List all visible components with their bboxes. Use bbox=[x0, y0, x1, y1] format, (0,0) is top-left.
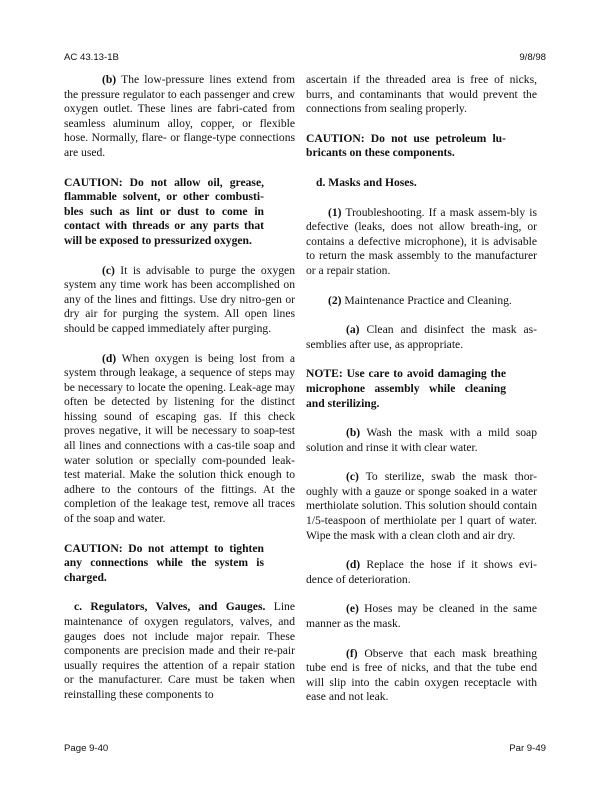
paragraph-e-clean-hoses bbox=[306, 602, 537, 631]
paragraph-label: (c) bbox=[346, 470, 359, 484]
paragraph-c-purge bbox=[64, 264, 295, 337]
paragraph-label: (c) bbox=[102, 263, 115, 277]
right-column bbox=[306, 73, 537, 720]
paragraph-label: (1) bbox=[328, 205, 342, 219]
section-c-regulators bbox=[64, 600, 295, 702]
paragraph-text: Hoses may be cleaned in the same manner as the mask. bbox=[306, 602, 537, 631]
caution-petroleum-lubricants: CAUTION: Do not use petroleum lu-bricants on these components. bbox=[306, 131, 506, 160]
paragraph-text: Maintenance Practice and Cleaning. bbox=[341, 293, 512, 307]
paragraph-reference: Par 9-49 bbox=[509, 743, 546, 754]
paragraph-text: When oxygen is being lost from a system through leakage, a sequence of steps may be necessary to locate the opening. Leak-age may often be detected by listening for the distinct hissing sound of escaping gas. If this check proves negative, it will be necessary to soap-test all lines and connections with a cas-tile soap and water solution or specially com-pounded leak-test material. Make the solution thick enough to adhere to the contours of the fittings. At the completion of the leakage test, remove all traces of the soap and water. bbox=[64, 351, 295, 526]
document-id: AC 43.13-1B bbox=[64, 52, 119, 63]
page-footer bbox=[64, 743, 546, 754]
paragraph-label: (b) bbox=[346, 426, 361, 440]
paragraph-a-clean bbox=[306, 323, 537, 352]
paragraph-2-maintenance bbox=[306, 294, 537, 309]
paragraph-label: (d) bbox=[346, 558, 361, 572]
paragraph-label: (b) bbox=[102, 73, 117, 86]
paragraph-text: Line maintenance of oxygen regulators, valves, and gauges does not include major repair. These components are precision made and their re-pair usually requires the attention of a repair station or the manufacturer. Care must be taken when reinstalling these components to bbox=[64, 600, 295, 701]
left-column bbox=[64, 73, 295, 718]
paragraph-label: (e) bbox=[346, 602, 359, 616]
paragraph-d-replace-hose bbox=[306, 558, 537, 587]
paragraph-b-wash bbox=[306, 426, 537, 455]
section-d-heading: d. Masks and Hoses. bbox=[316, 175, 417, 189]
paragraph-text: Replace the hose if it shows evi-dence of deterioration. bbox=[306, 558, 537, 586]
caution-tighten-connections: CAUTION: Do not attempt to tighten any connections while the system is charged. bbox=[64, 541, 264, 584]
paragraph-text: Wash the mask with a mild soap solution and rinse it with clear water. bbox=[306, 426, 537, 454]
paragraph-c-sterilize bbox=[306, 470, 537, 543]
paragraph-continuation: ascertain if the threaded area is free of nicks, burrs, and contaminants that would prevent the connections from sealing properly. bbox=[306, 73, 537, 116]
section-heading: c. Regulators, Valves, and Gauges. bbox=[74, 600, 266, 614]
document-date: 9/8/98 bbox=[519, 52, 546, 63]
paragraph-label: (2) bbox=[328, 293, 342, 307]
paragraph-text: Clean and disinfect the mask as-semblies after use, as appropriate. bbox=[306, 323, 537, 351]
page-number: Page 9-40 bbox=[64, 743, 109, 754]
paragraph-f-breathing-tube bbox=[306, 647, 537, 705]
paragraph-text: Observe that each mask breathing tube end is free of nicks, and that the tube end will slip into the cabin oxygen receptacle with ease and not leak. bbox=[306, 646, 537, 704]
paragraph-label: (f) bbox=[346, 646, 358, 660]
paragraph-text: Troubleshooting. If a mask assem-bly is defective (leaks, does not allow breath-ing, or contains a defective microphone), it is advisable to return the mask assembly to the manufacturer or a repair station. bbox=[306, 205, 537, 277]
paragraph-1-troubleshooting bbox=[306, 206, 537, 279]
paragraph-b-low-pressure-lines bbox=[64, 73, 295, 161]
paragraph-d-leakage bbox=[64, 352, 295, 527]
note-microphone: NOTE: Use care to avoid damaging the microphone assembly while cleaning and sterilizing. bbox=[306, 367, 506, 410]
paragraph-text: It is advisable to purge the oxygen system any time work has been accomplished on any of the lines and fittings. Use dry nitro-gen or dry air for purging the system. All open lines should be capped immediately after purging. bbox=[64, 263, 295, 335]
paragraph-label: (d) bbox=[102, 351, 117, 365]
paragraph-text: The low-pressure lines extend from the pressure regulator to each passenger and crew oxygen outlet. These lines are fabri-cated from seamless aluminum alloy, copper, or flexible hose. Normally, flare- or flange-type connections are used. bbox=[64, 73, 295, 159]
paragraph-text: To sterilize, swab the mask thor-oughly with a gauze or sponge soaked in a water merthiolate solution. This solution should contain 1/5-teaspoon of merthiolate per l quart of water. Wipe the mask with a clean cloth and air dry. bbox=[306, 470, 537, 542]
paragraph-label: (a) bbox=[346, 323, 360, 337]
caution-oil-grease: CAUTION: Do not allow oil, grease, flammable solvent, or other combusti-bles such as lint or dust to come in contact with threads or any parts that will be exposed to pressurized oxygen. bbox=[64, 175, 264, 247]
page-header bbox=[64, 52, 546, 63]
